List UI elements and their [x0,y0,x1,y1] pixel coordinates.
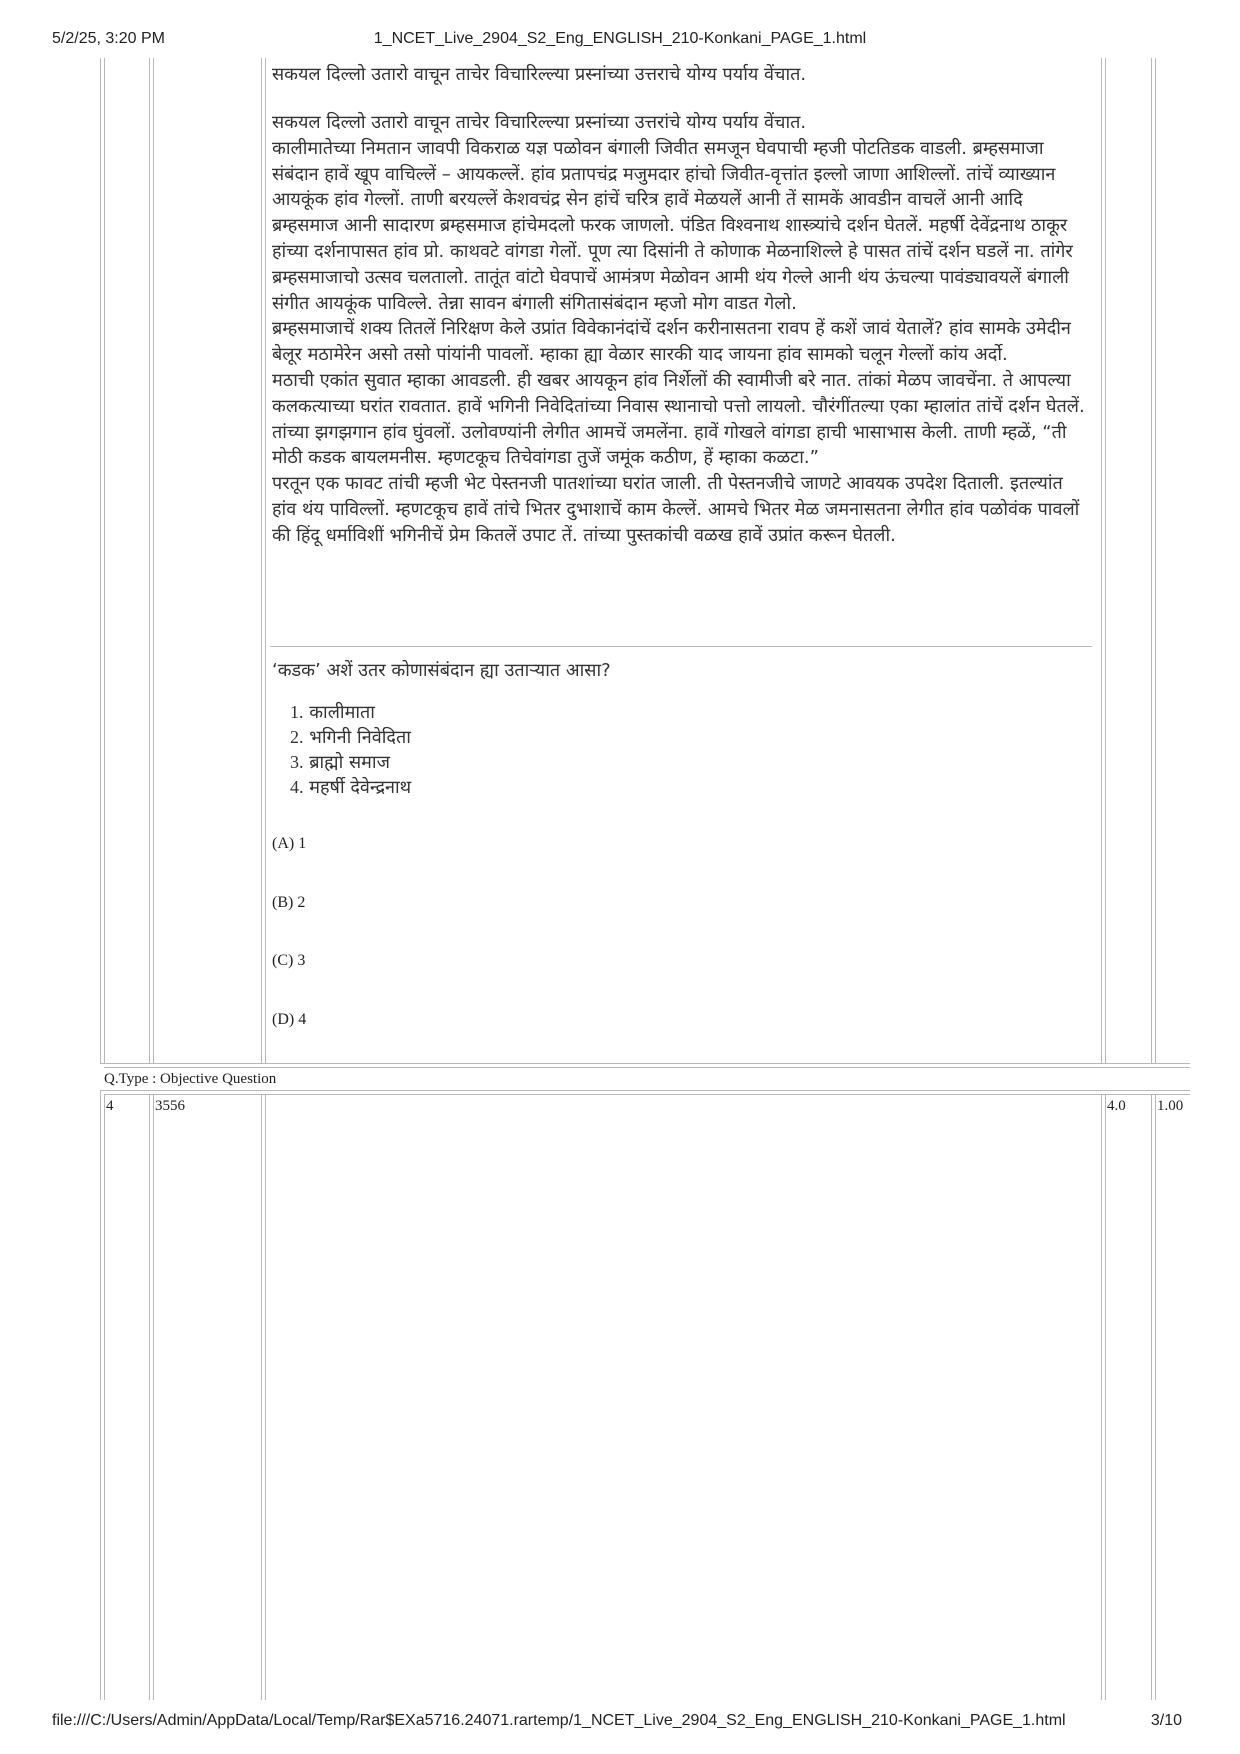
next-row-divider-id-inner [265,1094,266,1700]
column-divider-marks [1151,58,1152,1063]
option-text: भगिनी निवेदिता [309,727,411,748]
print-document-title: 1_NCET_Live_2904_S2_Eng_ENGLISH_210-Konkani_PAGE_1.html [373,30,867,47]
print-file-path: file:///C:/Users/Admin/AppData/Local/Temp/Rar$EXa5716.24071.rartemp/1_NCET_Live_2904_S2_Eng_ENGLISH_210-Konkani_PAGE_1.html [52,1712,1066,1729]
next-row-divider-content-inner [1105,1094,1106,1700]
column-divider-content-inner [1105,58,1106,1063]
option-item-3 [290,750,411,775]
passage-paragraph-1: कालीमातेच्या निमतान जावपी विकराळ यज्ञ पळोवन बंगाली जिवीत समजून घेवपाची म्हजी पोटतिडक वाडली. ब्रम्हसमाजा संबंदान हावें खूप वाचिल्लें – आयकल्लें. हांव प्रतापचंद्र मजुमदार हांचो जिवीत-वृत्तांत इल्लो जाणा आशिल्लों. तांचें व्याख्यान आयकूंक हांव गेल्लों. ताणी बरयल्लें केशवचंद्र सेन हांचें चरित्र हावें मेळयलें आनी तें सामकें आवडीन वाचलें आनी आदि ब्रम्हसमाज आनी सादारण ब्रम्हसमाज हांचेमदलो फरक जाणलो. पंडित विश्वनाथ शास्त्र्यांचे दर्शन घेतलें. महर्षी देवेंद्रनाथ ठाकूर हांच्या दर्शनापासत हांव प्रो. काथवटे वांगडा गेलों. पूण त्या दिसांनी ते कोणाक मेळनाशिल्ले हे पासत तांचें दर्शन घडलें ना. तांगेर ब्रम्हसमाजाचो उत्सव चलतालो. तातूंत वांटो घेवपाचें आमंत्रण मेळोवन आमी थंय गेल्ले आनी थंय ऊंचल्या पावंड्यावयलें बंगाली संगीत आयकूंक पाविल्ले. तेन्ना सावन बंगाली संगितासंबंदान म्हजो मोग वाडत गेलो. [272,137,1073,314]
answer-choice-d: (D) 4 [272,1011,307,1028]
answer-choice-b: (B) 2 [272,894,306,911]
answer-choice-a: (A) 1 [272,835,307,852]
row-bottom-border-outer [100,1063,1190,1064]
option-item-2 [290,725,411,750]
question-text: ‘कडक’ अशें उतर कोणासंबंदान ह्या उताऱ्यात आसा? [272,660,611,681]
next-row-divider-marks [1151,1094,1152,1700]
table-border-left-inner [104,58,105,1063]
next-row-marks: 4.0 [1107,1098,1126,1114]
passage-paragraph-4: परतून एक फावट तांची म्हजी भेट पेस्तनजी पातशांच्या घरांत जाली. ती पेस्तनजीचे जाणटे आवयक उपदेश दिताली. इतल्यांत हांव थंय पाविल्लों. म्हणटकूच हावें तांचे भितर दुभाशाचें काम केल्लें. आमचे भितर मेळ जमनासतना लेगीत हांव पळोवंक पावलों की हिंदू धर्माविशीं भगिनीचें प्रेम कितलें उपाट तें. तांच्या पुस्तकांची वळख हावें उप्रांत करून घेतली. [272,473,1080,546]
print-datetime: 5/2/25, 3:20 PM [52,30,165,47]
next-row-question-id: 3556 [155,1098,185,1114]
option-item-1 [290,700,411,725]
question-options-list [290,700,411,800]
option-number: 2. [290,727,304,747]
print-footer [0,1712,1240,1742]
next-row-border-left-outer [100,1090,101,1700]
next-row-negative-marks: 1.00 [1157,1098,1184,1114]
table-border-left-outer [100,58,101,1063]
column-divider-content [1101,58,1102,1063]
row-bottom-border-inner [104,1067,1190,1068]
option-number: 4. [290,777,304,797]
passage-paragraph-3: मठाची एकांत सुवात म्हाका आवडली. ही खबर आयकून हांव निर्शेलों की स्वामीजी बरे नात. तांकां मेळप जावचेंना. ते आपल्या कलकत्याच्या घरांत रावतात. हावें भगिनी निवेदितांच्या निवास स्थानाचो पत्तो लायलो. चौरंगींतल्या एका म्हालांत तांचें दर्शन घेतलें. तांच्या झगझगान हांव घुंवलों. उलोवण्यांनी लेगीत आमचें जमलेंना. हावें गोखले वांगडा हाची भासाभास केली. ताणी म्हळें, “ती मोठी कडक बायलमनीस. म्हणटकूच तिचेवांगडा तुजें जमूंक कठीण, हें म्हाका कळटा.” [272,369,1085,469]
option-text: महर्षी देवेन्द्रनाथ [309,777,412,798]
option-text: ब्राह्मो समाज [309,752,390,773]
option-text: कालीमाता [309,702,375,723]
passage-instruction-primary: सकयल दिल्लो उतारो वाचून ताचेर विचारिल्ल्या प्रस्नांच्या उत्तराचे योग्य पर्याय वेंचात. [272,64,807,85]
next-row-divider-marks-inner [1155,1094,1156,1700]
next-row-divider-serial [149,1094,150,1700]
option-item-4 [290,775,411,800]
option-number: 3. [290,752,304,772]
print-page-number: 3/10 [1150,1712,1182,1729]
column-divider-id [261,58,262,1063]
passage-question-separator [270,646,1092,647]
next-row-divider-id [261,1094,262,1700]
next-row-top-border [104,1094,1190,1095]
column-divider-serial [149,58,150,1063]
passage-body [272,110,1092,549]
next-row-divider-content [1101,1094,1102,1700]
next-row-border-left-inner [104,1094,105,1700]
column-divider-serial-inner [153,58,154,1063]
print-header [0,30,1240,60]
question-type-label: Q.Type : Objective Question [104,1071,277,1087]
column-divider-id-inner [265,58,266,1063]
next-row-divider-serial-inner [153,1094,154,1700]
qtype-bottom-border [100,1090,1190,1091]
answer-choice-c: (C) 3 [272,952,306,969]
next-row-serial: 4 [106,1098,114,1114]
column-divider-marks-inner [1155,58,1156,1063]
passage-instruction-secondary: सकयल दिल्लो उतारो वाचून ताचेर विचारिल्ल्या प्रस्नांच्या उत्तरांचे योग्य पर्याय वेंचात. [272,112,807,133]
option-number: 1. [290,702,304,722]
passage-paragraph-2: ब्रम्हसमाजाचें शक्य तितलें निरिक्षण केले उप्रांत विवेकानंदांचें दर्शन करीनासतना रावप हें कशें जावं येतालें? हांव सामके उमेदीन बेलूर मठामेरेन असो तसो पांयांनी पावलों. म्हाका ह्या वेळार सारकी याद जायना हांव सामको चलून गेल्लों कांय अर्दो. [272,318,1071,366]
